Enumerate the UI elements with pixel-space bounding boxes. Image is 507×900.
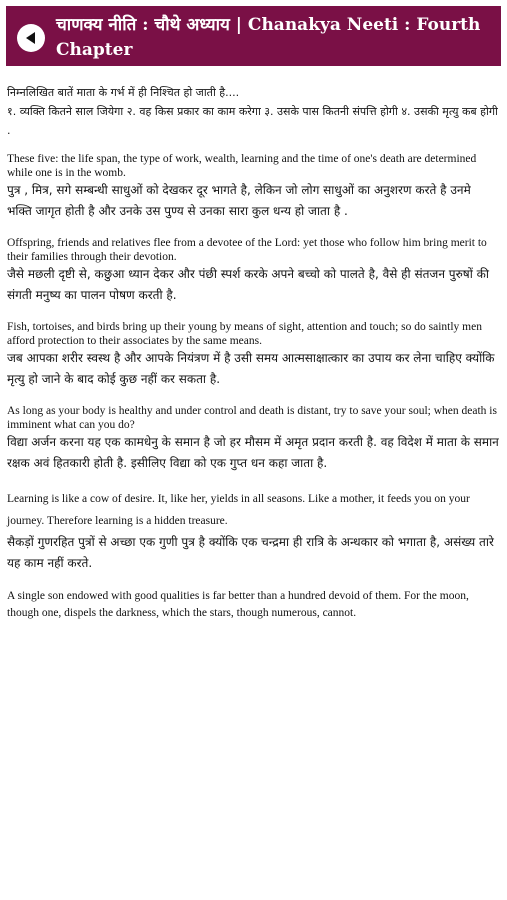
verse-english: These five: the life span, the type of work, wealth, learning and the time of one's death are determined while one is in the womb. — [7, 153, 477, 179]
app-header — [6, 6, 501, 66]
page-title: चाणक्य नीति : चौथे अध्याय | Chanakya Neeti : Fourth Chapter — [56, 15, 481, 60]
verse-hindi: सैकड़ों गुणरहित पुत्रों से अच्छा एक गुणी पुत्र है क्योंकि एक चन्द्रमा ही रात्रि के अन्धकार को भगाता है, असंख्य तारे यह काम नहीं करते. — [7, 535, 494, 570]
verse-english: As long as your body is healthy and under control and death is distant, try to save your soul; when death is imminent what can you do? — [7, 405, 497, 431]
verse-english: Offspring, friends and relatives flee from a devotee of the Lord: yet those who follow him bring merit to their families through their devotion. — [7, 237, 487, 263]
verse-block — [7, 236, 499, 306]
verse-hindi: जैसे मछली दृष्टी से, कछुआ ध्यान देकर और पंछी स्पर्श करके अपने बच्चो को पालते है, वैसे ही संतजन पुरुषों की संगती मनुष्य का पालन पोषण करती है. — [7, 267, 489, 302]
verse-block — [7, 488, 499, 574]
verse-block — [7, 588, 499, 622]
verse-english: A single son endowed with good qualities is far better than a hundred devoid of them. For the moon, though one, dispels the darkness, which the stars, though numerous, cannot. — [7, 590, 469, 619]
verse-hindi: विद्या अर्जन करना यह एक कामधेनु के समान है जो हर मौसम में अमृत प्रदान करती है. वह विदेश में माता के समान रक्षक अवं हितकारी होती है. इसीलिए विद्या को एक गुप्त धन कहा जाता है. — [7, 435, 499, 470]
verse-english: Learning is like a cow of desire. It, like her, yields in all seasons. Like a mother, it feeds you on your journey. Therefore learning is a hidden treasure. — [7, 493, 470, 527]
verse-hindi: १. व्यक्ति कितने साल जियेगा २. वह किस प्रकार का काम करेगा ३. उसके पास कितनी संपत्ति होगी ४. उसकी मृत्यु कब होगी . — [7, 105, 498, 137]
back-button[interactable] — [17, 24, 45, 52]
verse-english: Fish, tortoises, and birds bring up their young by means of sight, attention and touch; so do saintly men afford protection to their associates by the same means. — [7, 321, 482, 347]
chapter-content — [7, 83, 499, 631]
verse-block — [7, 404, 499, 474]
back-arrow-icon — [17, 24, 45, 52]
intro-hindi: निम्नलिखित बातें माता के गर्भ में ही निश्चित हो जाती है.... — [7, 86, 240, 99]
verse-hindi: पुत्र , मित्र, सगे सम्बन्धी साधुओं को देखकर दूर भागते है, लेकिन जो लोग साधुओं का अनुशरण करते है उनमे भक्ति जागृत होती है और उनके उस पुण्य से उनका सारा कुल धन्य हो जाता है . — [7, 183, 471, 218]
verse-hindi: जब आपका शरीर स्वस्थ है और आपके नियंत्रण में है उसी समय आत्मसाक्षात्कार का उपाय कर लेना चाहिए क्योंकि मृत्यु हो जाने के बाद कोई कुछ नहीं कर सकता है. — [7, 351, 495, 386]
verse-block — [7, 320, 499, 390]
verse-block — [7, 83, 499, 222]
